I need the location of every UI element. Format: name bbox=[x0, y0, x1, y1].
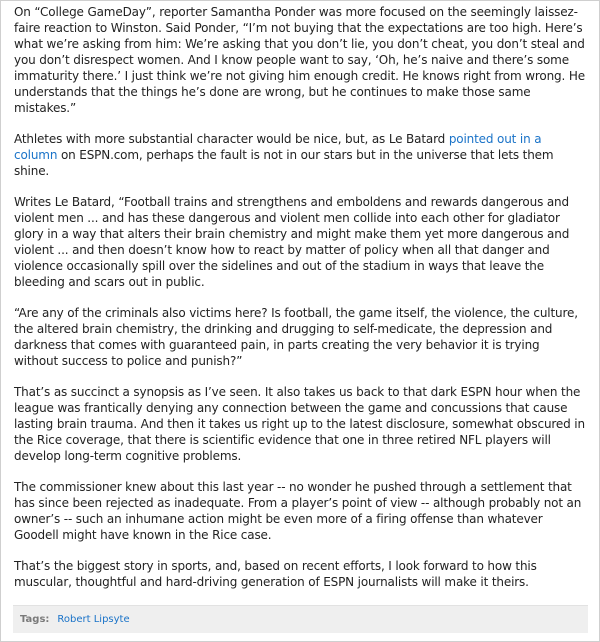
paragraph-le-batard-quote: Writes Le Batard, “Football trains and strengthens and emboldens and rewards dangerous and violent men ... and has these dangerous and violent men collide into each other for gladiator glory in a way that alters their brain chemistry and might make them yet more dangerous and violent ... and then doesn’t know how to react by matter of policy when all that danger and violence occasionally spill over the sidelines and out of the stadium in ways that leave the bleeding and scars out in public. bbox=[14, 195, 570, 289]
paragraph-commissioner: The commissioner knew about this last year -- no wonder he pushed through a settlement that has since been rejected as inadequate. From a player’s point of view -- although probably not an owner’s -- such an inhumane action might be even more of a firing offense than whatever Goodell might have known in the Rice case. bbox=[14, 480, 582, 542]
paragraph-le-batard-intro bbox=[14, 131, 587, 179]
paragraph-text-before-link: Athletes with more substantial character would be nice, but, as Le Batard bbox=[14, 132, 449, 146]
tags-bar bbox=[13, 605, 588, 633]
paragraph-closing: That’s the biggest story in sports, and, based on recent efforts, I look forward to how this muscular, thoughtful and hard-driving generation of ESPN journalists will make it theirs. bbox=[14, 559, 537, 589]
paragraph-victims-question: “Are any of the criminals also victims here? Is football, the game itself, the violence, the culture, the altered brain chemistry, the drinking and drugging to self-medicate, the depression and darkness that comes with guaranteed pain, in parts creating the very behavior it is trying without success to police and punish?” bbox=[14, 306, 578, 368]
column-link[interactable]: pointed out in a column bbox=[14, 132, 542, 162]
paragraph-text-after-link: on ESPN.com, perhaps the fault is not in our stars but in the universe that lets them shine. bbox=[14, 148, 554, 178]
paragraph-ponder-quote: On “College GameDay”, reporter Samantha Ponder was more focused on the seemingly laissez-faire reaction to Winston. Said Ponder, “I’m not buying that the expectations are too high. Here’s what we’re asking from him: We’re asking that you don’t lie, you don’t cheat, you don’t steal and you don’t disrespect women. And I know people want to say, ‘Oh, he’s naive and there’s some immaturity there.’ I just think we’re not giving him enough credit. He knows right from wrong. He understands that the things he’s done are wrong, but he continues to make those same mistakes.” bbox=[14, 5, 585, 115]
tags-label: Tags: bbox=[20, 614, 50, 625]
tag-link-robert-lipsyte[interactable]: Robert Lipsyte bbox=[57, 614, 130, 625]
paragraph-synopsis: That’s as succinct a synopsis as I’ve seen. It also takes us back to that dark ESPN hour when the league was frantically denying any connection between the game and concussions that cause lasting brain trauma. And then it takes us right up to the latest disclosure, somewhat obscured in the Rice coverage, that there is scientific evidence that one in three retired NFL players will develop long-term cognitive problems. bbox=[14, 385, 585, 463]
